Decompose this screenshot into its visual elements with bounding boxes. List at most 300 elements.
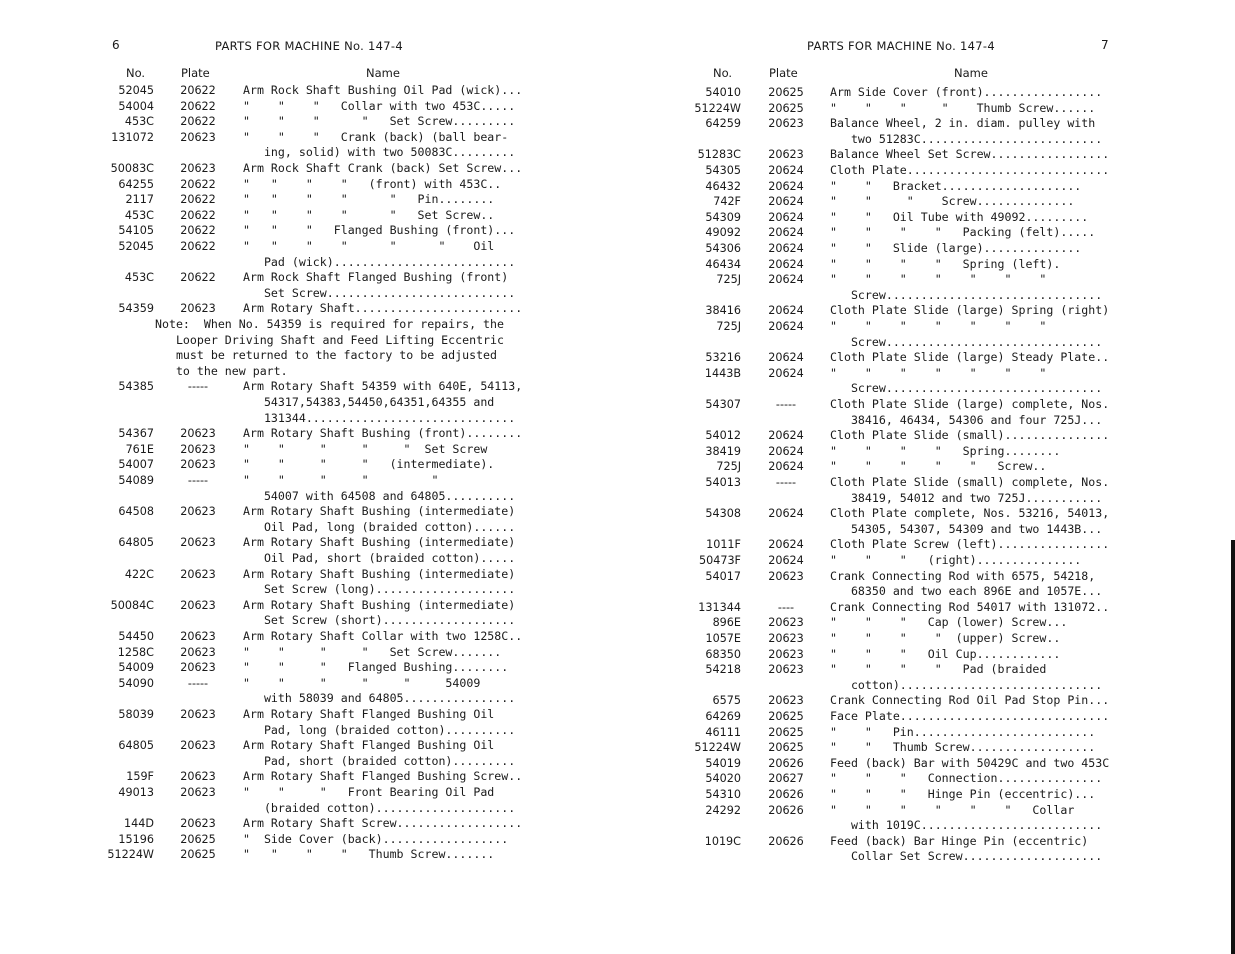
plate-number: 20624	[768, 507, 804, 521]
table-row	[617, 537, 1217, 553]
plate-number: 20625	[768, 741, 804, 755]
table-row	[617, 803, 1217, 819]
table-row	[0, 130, 600, 146]
part-name: Arm Rotary Shaft 54359 with 640E, 54113,	[243, 379, 523, 394]
part-number: 54307	[705, 398, 741, 411]
table-row	[617, 428, 1217, 444]
part-number: 68350	[705, 647, 741, 661]
table-row	[0, 832, 600, 848]
table-row	[0, 738, 600, 754]
part-number: 54309	[705, 210, 741, 224]
plate-number: 20623	[768, 616, 804, 630]
part-number: 54019	[705, 756, 741, 770]
part-name: Crank Connecting Rod 54017 with 131072..	[830, 599, 1110, 614]
table-row	[0, 582, 600, 598]
table-row	[0, 613, 600, 629]
part-number: 54009	[118, 661, 154, 675]
table-row	[0, 255, 600, 271]
part-number: 159F	[126, 770, 154, 784]
plate-number: 20627	[768, 772, 804, 786]
plate-number: 20622	[180, 99, 216, 113]
part-number: 453C	[124, 115, 154, 129]
part-number: 54385	[118, 380, 154, 394]
part-number: 54004	[118, 99, 154, 113]
table-row	[617, 272, 1217, 288]
part-number: 50473F	[698, 554, 741, 567]
plate-number: 20626	[768, 803, 804, 817]
part-name: " " " (right)...............	[830, 553, 1082, 567]
table-row	[0, 473, 600, 489]
part-name: " " " " " Set Screw..	[243, 207, 495, 222]
plate-number: 20623	[768, 694, 804, 708]
table-row	[617, 350, 1217, 366]
table-row	[0, 769, 600, 785]
part-name: 38416, 46434, 54306 and four 725J...	[830, 412, 1103, 427]
table-row	[617, 569, 1217, 585]
table-row	[617, 85, 1217, 101]
part-number: 49013	[118, 786, 154, 799]
plate-number: -----	[187, 676, 209, 690]
table-row	[0, 379, 600, 395]
table-row	[0, 364, 600, 380]
part-name: " " " " Set Screw.........	[243, 114, 516, 129]
part-number: 54090	[118, 676, 154, 690]
part-name: Screw...............................	[830, 334, 1103, 349]
part-name: Crank Connecting Rod Oil Pad Stop Pin...	[830, 693, 1110, 708]
table-row	[0, 426, 600, 442]
plate-number: 20623	[180, 442, 216, 456]
part-name: " " Slide (large)..............	[830, 241, 1082, 255]
plate-number: 20625	[768, 710, 804, 723]
part-name: Feed (back) Bar Hinge Pin (eccentric)	[830, 833, 1089, 848]
plate-number: 20622	[180, 115, 216, 129]
part-number: 2117	[125, 193, 154, 207]
page-number: 7	[1101, 38, 1109, 52]
table-row	[617, 647, 1217, 663]
plate-number: 20623	[180, 505, 216, 519]
plate-number: 20626	[768, 756, 804, 770]
part-name: (braided cotton)....................	[243, 800, 516, 815]
part-number: 54218	[705, 663, 741, 677]
plate-number: 20626	[768, 788, 804, 801]
table-row	[617, 475, 1217, 491]
plate-number: 20623	[180, 598, 216, 612]
table-row	[0, 847, 600, 863]
plate-number: -----	[187, 380, 209, 394]
part-number: 54013	[705, 476, 741, 489]
table-row	[617, 631, 1217, 647]
plate-number: 20624	[768, 460, 804, 474]
part-name: Balance Wheel, 2 in. diam. pulley with	[830, 116, 1096, 131]
table-row	[0, 333, 600, 349]
table-row	[617, 397, 1217, 413]
part-name: Cloth Plate Slide (large) complete, Nos.	[830, 397, 1110, 411]
part-name: ing, solid) with two 50083C.........	[243, 145, 516, 160]
plate-number: 20622	[180, 84, 216, 97]
part-name: 131344..............................	[243, 410, 516, 425]
part-name: with 58039 and 64805................	[243, 691, 516, 706]
table-row	[0, 754, 600, 770]
table-row	[0, 801, 600, 817]
plate-number: -----	[187, 474, 209, 487]
part-name: 38419, 54012 and two 725J...........	[830, 490, 1103, 505]
part-number: 54310	[705, 788, 741, 801]
part-name: " " " " " " Oil	[243, 239, 495, 253]
column-header-plate: Plate	[181, 66, 210, 80]
plate-number: 20623	[180, 302, 216, 316]
part-number: 422C	[124, 567, 154, 581]
table-row	[0, 395, 600, 411]
plate-number: 20622	[180, 271, 216, 285]
plate-number: 20623	[768, 117, 804, 131]
part-name: Arm Rock Shaft Bushing Oil Pad (wick)...	[243, 83, 523, 97]
part-name: Set Screw (short)...................	[243, 613, 516, 628]
table-row	[0, 83, 600, 99]
part-number: 51283C	[697, 148, 741, 162]
part-number: 54105	[118, 224, 154, 238]
part-name: Pad (wick)..........................	[243, 254, 516, 269]
plate-number: 20624	[768, 366, 804, 380]
part-name: Cloth Plate Slide (large) Spring (right)	[830, 303, 1110, 318]
part-number: 761E	[125, 442, 154, 456]
table-row	[617, 834, 1217, 850]
table-row	[0, 301, 600, 317]
table-row	[0, 629, 600, 645]
part-name: Screw...............................	[830, 381, 1103, 396]
table-row	[0, 192, 600, 208]
table-row	[617, 179, 1217, 195]
part-name: Cloth Plate Slide (small)...............	[830, 428, 1110, 443]
plate-number: 20623	[768, 569, 804, 583]
plate-number: 20625	[180, 848, 216, 862]
part-number: 131072	[111, 130, 154, 144]
plate-number: 20625	[768, 101, 804, 115]
page-title: PARTS FOR MACHINE No. 147-4	[215, 39, 403, 53]
column-header-plate: Plate	[769, 66, 798, 80]
part-name: with 1019C..........................	[830, 818, 1103, 833]
part-name: Arm Rotary Shaft Collar with two 1258C..	[243, 629, 523, 643]
table-row	[0, 411, 600, 427]
note-text: to the new part.	[155, 363, 288, 378]
part-number: 6575	[712, 694, 741, 708]
plate-number: 20624	[768, 195, 804, 209]
note-text: Note: When No. 54359 is required for repairs, the	[155, 317, 505, 331]
left-page	[0, 0, 617, 954]
table-row	[617, 818, 1217, 834]
table-row	[617, 163, 1217, 179]
part-name: " " " Hinge Pin (eccentric)...	[830, 787, 1096, 801]
plate-number: 20623	[180, 458, 216, 472]
part-name: Balance Wheel Set Screw.................	[830, 147, 1110, 162]
part-name: " " " " (intermediate).	[243, 457, 495, 472]
table-row	[0, 785, 600, 801]
plate-number: 20624	[768, 242, 804, 255]
plate-number: 20622	[180, 177, 216, 191]
table-row	[0, 723, 600, 739]
part-name: " " " Collar with two 453C.....	[243, 98, 516, 113]
table-row	[0, 442, 600, 458]
part-number: 725J	[716, 320, 741, 333]
part-name: Set Screw (long)....................	[243, 582, 516, 597]
part-name: Pad, short (braided cotton).........	[243, 753, 516, 768]
plate-number: 20624	[768, 351, 804, 365]
table-row	[617, 506, 1217, 522]
table-row	[0, 286, 600, 302]
table-row	[617, 257, 1217, 273]
plate-number: 20626	[768, 834, 804, 848]
part-number: 64805	[118, 536, 154, 550]
page-number: 6	[112, 38, 120, 52]
part-number: 453C	[124, 208, 154, 222]
plate-number: 20624	[768, 304, 804, 318]
table-row	[617, 444, 1217, 460]
part-name: " " " " Spring (left).	[830, 256, 1061, 271]
part-name: " " " " (upper) Screw..	[830, 631, 1061, 645]
part-number: 46111	[705, 725, 741, 739]
part-number: 15196	[118, 832, 154, 846]
column-header-name: Name	[954, 66, 988, 80]
part-name: Arm Rock Shaft Crank (back) Set Screw...	[243, 161, 523, 175]
part-name: " " " " " " Collar	[830, 802, 1075, 817]
part-number: 51224W	[107, 848, 154, 862]
table-row	[617, 553, 1217, 569]
table-row	[0, 535, 600, 551]
part-name: Oil Pad, short (braided cotton).....	[243, 551, 516, 565]
part-name: Cloth Plate Slide (large) Steady Plate..	[830, 350, 1110, 365]
part-number: 144D	[124, 817, 154, 831]
table-row	[617, 413, 1217, 429]
right-page	[617, 0, 1235, 954]
table-row	[617, 522, 1217, 538]
plate-number: 20624	[768, 320, 804, 333]
part-name: " " " " Thumb Screw.......	[243, 847, 495, 862]
part-name: Face Plate..............................	[830, 709, 1110, 723]
part-name: " " " " Packing (felt).....	[830, 225, 1096, 240]
part-name: " " " " Thumb Screw......	[830, 100, 1096, 115]
table-row	[0, 348, 600, 364]
part-name: Arm Rotary Shaft Bushing (intermediate)	[243, 535, 516, 550]
part-number: 52045	[118, 240, 154, 253]
note-text: Looper Driving Shaft and Feed Lifting Eccentric	[155, 332, 505, 347]
page-title: PARTS FOR MACHINE No. 147-4	[807, 39, 995, 53]
part-number: 54305	[705, 164, 741, 177]
part-number: 52045	[118, 84, 154, 97]
part-number: 51224W	[694, 741, 741, 755]
table-row	[617, 288, 1217, 304]
part-name: " " " " " Set Screw	[243, 441, 488, 456]
table-row	[0, 520, 600, 536]
part-name: " " " " " " "	[830, 272, 1047, 287]
plate-number: 20625	[768, 725, 804, 739]
part-name: " " " " Pad (braided	[830, 662, 1047, 677]
part-name: " " Oil Tube with 49092.........	[830, 209, 1089, 224]
table-row	[617, 241, 1217, 257]
part-number: 1057E	[705, 632, 741, 645]
table-row	[0, 816, 600, 832]
part-name: " " Pin..........................	[830, 724, 1096, 739]
part-name: " " " " Set Screw.......	[243, 644, 502, 659]
table-row	[617, 319, 1217, 335]
table-row	[617, 132, 1217, 148]
part-number: 64269	[705, 710, 741, 723]
part-number: 742F	[713, 195, 741, 209]
part-name: Collar Set Screw....................	[830, 849, 1103, 864]
part-name: " " " " " Screw..	[830, 459, 1047, 474]
plate-number: 20623	[768, 647, 804, 661]
part-number: 54089	[118, 474, 154, 487]
scan-edge-shadow	[1231, 540, 1235, 954]
plate-number: ----	[777, 600, 795, 614]
table-row	[617, 335, 1217, 351]
part-name: " " " Flanged Bushing (front)...	[243, 223, 516, 238]
plate-number: 20623	[768, 148, 804, 162]
part-name: Cloth Plate Slide (small) complete, Nos.	[830, 475, 1110, 489]
part-number: 50083C	[110, 162, 154, 175]
part-name: two 51283C..........................	[830, 131, 1103, 146]
part-name: 54007 with 64508 and 64805..........	[243, 488, 516, 503]
plate-number: 20625	[768, 86, 804, 99]
part-name: Arm Rotary Shaft Bushing (intermediate)	[243, 504, 516, 519]
plate-number: 20623	[180, 630, 216, 643]
part-name: " " Thumb Screw..................	[830, 740, 1096, 755]
table-row	[617, 491, 1217, 507]
part-name: Arm Rotary Shaft Bushing (front)........	[243, 426, 523, 441]
part-name: " " Bracket....................	[830, 178, 1082, 193]
plate-number: 20623	[180, 130, 216, 144]
part-name: " " " Connection...............	[830, 771, 1103, 786]
part-name: Arm Rotary Shaft Bushing (intermediate)	[243, 566, 516, 581]
part-name: " " " Crank (back) (ball bear-	[243, 129, 509, 144]
plate-number: 20622	[180, 240, 216, 253]
table-row	[0, 567, 600, 583]
part-name: Cloth Plate.............................	[830, 163, 1110, 177]
plate-number: 20624	[768, 554, 804, 567]
table-row	[0, 208, 600, 224]
plate-number: 20623	[180, 645, 216, 659]
note-text: must be returned to the factory to be adjusted	[155, 348, 498, 363]
table-row	[0, 270, 600, 286]
part-number: 38419	[705, 444, 741, 458]
part-name: 68350 and two each 896E and 1057E...	[830, 584, 1103, 599]
part-name: " " " " Spring........	[830, 443, 1061, 458]
table-row	[617, 116, 1217, 132]
table-row	[0, 660, 600, 676]
table-row	[0, 99, 600, 115]
part-name: Crank Connecting Rod with 6575, 54218,	[830, 568, 1096, 583]
plate-number: 20623	[180, 661, 216, 675]
part-number: 50084C	[110, 598, 154, 612]
part-name: " " " " "	[243, 473, 439, 487]
table-row	[0, 161, 600, 177]
table-row	[617, 662, 1217, 678]
table-row	[0, 114, 600, 130]
part-number: 64805	[118, 739, 154, 753]
part-number: 453C	[124, 271, 154, 285]
part-number: 46434	[705, 257, 741, 271]
part-name: " " " Flanged Bushing........	[243, 660, 509, 675]
table-row	[0, 177, 600, 193]
plate-number: -----	[775, 398, 797, 411]
table-row	[617, 756, 1217, 772]
part-number: 24292	[705, 803, 741, 817]
part-name: cotton).............................	[830, 677, 1103, 692]
plate-number: 20623	[180, 162, 216, 175]
plate-number: 20623	[180, 708, 216, 721]
plate-number: 20624	[768, 210, 804, 224]
table-row	[617, 225, 1217, 241]
part-number: 54020	[705, 772, 741, 786]
table-row	[617, 366, 1217, 382]
table-row	[0, 645, 600, 661]
part-name: Arm Rotary Shaft Flanged Bushing Screw..	[243, 769, 523, 784]
table-row	[617, 615, 1217, 631]
part-number: 64508	[118, 505, 154, 519]
part-number: 46432	[705, 179, 741, 193]
part-name: " " " " " " "	[830, 319, 1047, 333]
plate-number: 20623	[180, 786, 216, 799]
table-row	[617, 194, 1217, 210]
part-name: Oil Pad, long (braided cotton)......	[243, 519, 516, 534]
part-name: Arm Rotary Shaft Flanged Bushing Oil	[243, 707, 495, 721]
table-row	[0, 317, 600, 333]
table-row	[0, 598, 600, 614]
part-name: " " " " " Pin........	[243, 192, 495, 207]
part-number: 896E	[712, 616, 741, 630]
table-row	[617, 210, 1217, 226]
table-row	[617, 584, 1217, 600]
plate-number: 20622	[180, 193, 216, 207]
part-number: 54308	[705, 507, 741, 521]
column-header-no: No.	[126, 66, 146, 80]
column-header-name: Name	[366, 66, 400, 80]
part-name: " " " Screw..............	[830, 194, 1075, 209]
plate-number: 20623	[180, 770, 216, 784]
part-name: Arm Rotary Shaft........................	[243, 301, 523, 316]
plate-number: 20625	[180, 832, 216, 846]
table-row	[0, 691, 600, 707]
plate-number: 20623	[180, 567, 216, 581]
plate-number: 20623	[180, 739, 216, 753]
part-number: 54359	[118, 302, 154, 316]
plate-number: 20623	[768, 632, 804, 645]
part-name: Arm Rock Shaft Flanged Bushing (front)	[243, 270, 509, 285]
part-number: 725J	[716, 460, 741, 474]
table-row	[0, 239, 600, 255]
plate-number: 20624	[768, 444, 804, 458]
table-row	[0, 504, 600, 520]
part-name: Feed (back) Bar with 50429C and two 453C	[830, 755, 1110, 770]
table-row	[617, 725, 1217, 741]
part-number: 54007	[118, 458, 154, 472]
table-row	[617, 147, 1217, 163]
table-row	[0, 676, 600, 692]
plate-number: 20624	[768, 429, 804, 443]
table-row	[617, 678, 1217, 694]
plate-number: 20623	[180, 427, 216, 441]
table-row	[617, 709, 1217, 725]
table-row	[617, 600, 1217, 616]
table-row	[617, 381, 1217, 397]
part-number: 54367	[118, 427, 154, 441]
part-number: 38416	[705, 304, 741, 318]
part-name: Arm Side Cover (front).................	[830, 85, 1103, 99]
part-name: Cloth Plate complete, Nos. 53216, 54013,	[830, 506, 1110, 521]
part-number: 131344	[698, 600, 741, 614]
part-name: " " " " " " "	[830, 365, 1047, 380]
plate-number: 20624	[768, 226, 804, 240]
part-number: 64259	[705, 117, 741, 131]
plate-number: -----	[775, 476, 797, 489]
